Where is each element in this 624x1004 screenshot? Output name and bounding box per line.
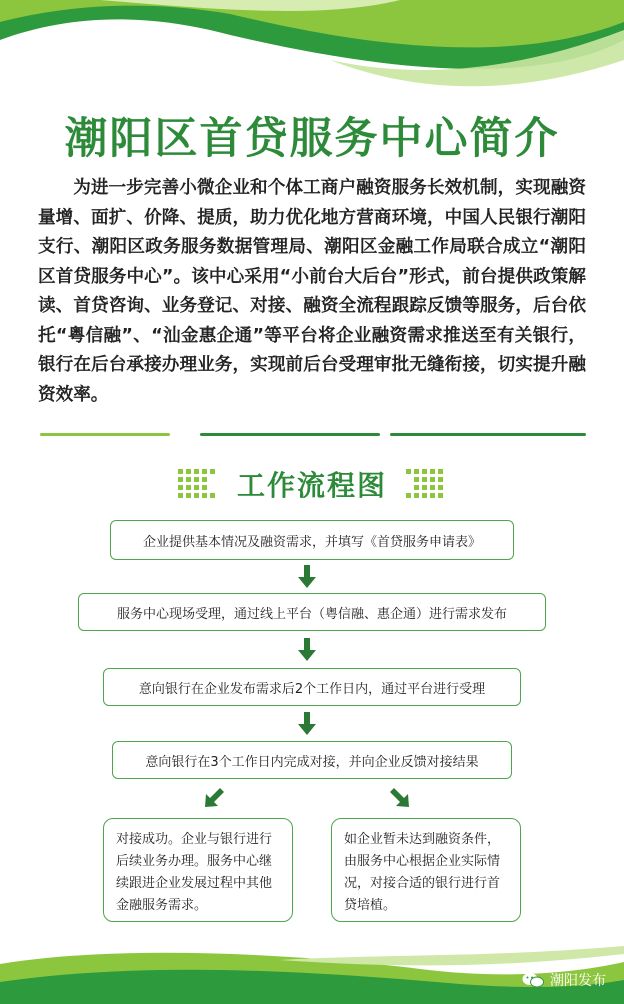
arrow-down-right-icon (388, 786, 412, 810)
flow-step-3: 意向银行在企业发布需求后2个工作日内，通过平台进行受理 (103, 668, 521, 706)
watermark (522, 970, 606, 990)
arrow-down-icon (296, 712, 318, 736)
flow-step-4: 意向银行在3个工作日内完成对接，并向企业反馈对接结果 (112, 741, 512, 779)
page-title: 潮阳区首贷服务中心简介 (64, 114, 560, 164)
arrow-down-icon (296, 638, 318, 662)
flow-title-row (0, 464, 624, 504)
outcome-success-box: 对接成功。企业与银行进行后续业务办理。服务中心继续跟进企业发展过程中其他金融服务需求。 (103, 818, 293, 922)
intro-paragraph: 为进一步完善小微企业和个体工商户融资服务长效机制，实现融资量增、面扩、价降、提质，助力优化地方营商环境，中国人民银行潮阳支行、潮阳区政务服务数据管理局、潮阳区金融工作局联合成立“潮阳区首贷服务中心”。该中心采用“小前台大后台”形式，前台提供政策解读、首贷咨询、业务登记、对接、融资全流程跟踪反馈等服务，后台依托“粤信融”、“汕金惠企通”等平台将企业融资需求推送至有关银行，银行在后台承接办理业务，实现前后台受理审批无缝衔接，切实提升融资效率。 (38, 178, 586, 405)
watermark-text: 潮阳发布 (550, 973, 606, 989)
flow-step-2: 服务中心现场受理，通过线上平台（粤信融、惠企通）进行需求发布 (78, 593, 546, 631)
flow-chart-title: 工作流程图 (236, 469, 387, 502)
dots-decoration-left (178, 469, 218, 499)
divider-middle (200, 433, 380, 436)
dots-decoration-right (406, 469, 446, 499)
divider-left (40, 433, 170, 436)
arrow-down-icon (296, 565, 318, 589)
bottom-wave-decoration (0, 924, 624, 1004)
flow-step-1: 企业提供基本情况及融资需求，并填写《首贷服务申请表》 (110, 520, 514, 560)
wechat-icon (522, 972, 544, 988)
outcome-cultivation-box: 如企业暂未达到融资条件，由服务中心根据企业实际情况，对接合适的银行进行首贷培植。 (331, 818, 521, 922)
divider-right (390, 433, 586, 436)
arrow-down-left-icon (202, 786, 226, 810)
top-wave-decoration (0, 0, 624, 100)
